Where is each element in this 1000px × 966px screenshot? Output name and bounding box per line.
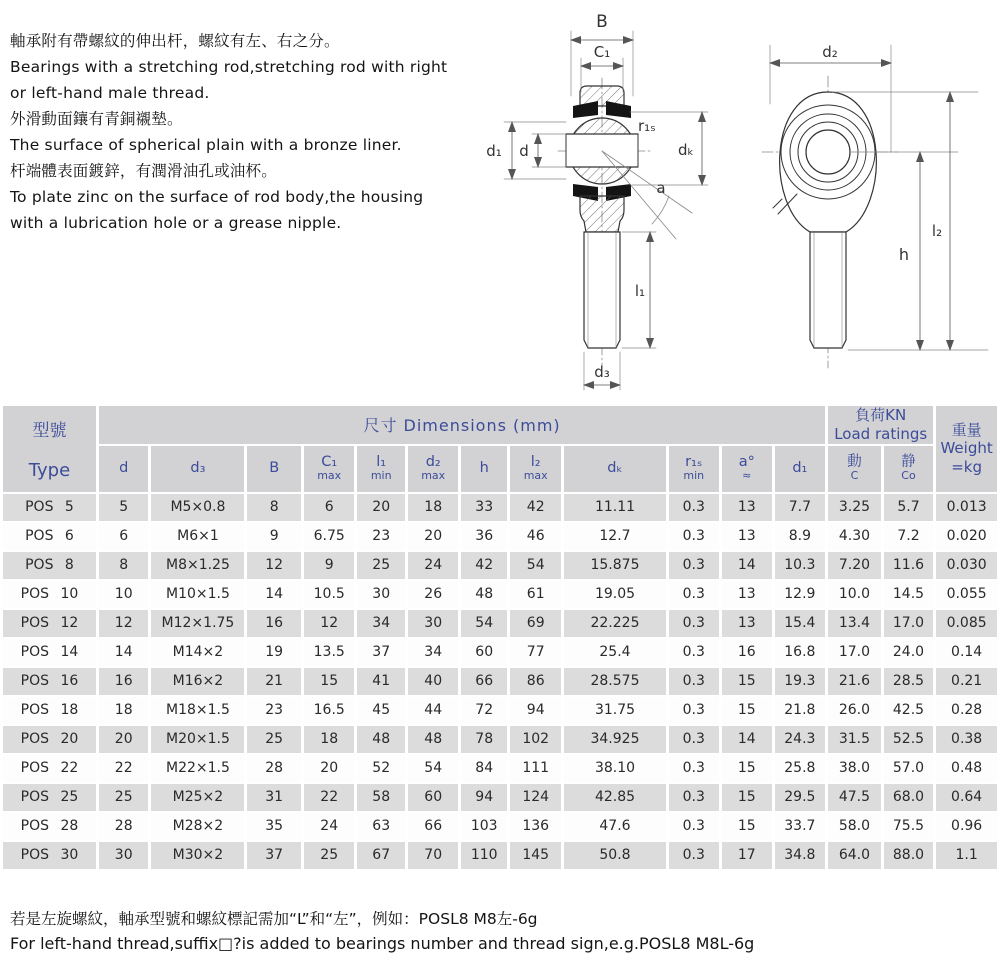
table-cell: 54 [510,552,562,579]
table-cell: 63 [357,813,404,840]
table-cell: 0.3 [669,494,720,521]
footer-notes [10,907,1000,953]
table-cell: 0.3 [669,813,720,840]
col-header-l1: l₁ min [357,446,404,492]
table-cell: M14×2 [151,639,244,666]
table-cell: 33 [461,494,506,521]
table-row [3,552,997,579]
table-cell: 15 [722,668,772,695]
table-cell: M20×1.5 [151,726,244,753]
col-header-load-ratings [828,406,933,444]
table-cell: 68.0 [884,784,934,811]
table-cell: 67 [357,842,404,869]
table-cell: 84 [461,755,506,782]
table-row [3,494,997,521]
table-cell: 103 [461,813,506,840]
table-cell: 1.1 [936,842,997,869]
table-cell: 46 [510,523,562,550]
table-cell: 0.030 [936,552,997,579]
table-cell: 0.3 [669,581,720,608]
table-cell: 22 [304,784,355,811]
table-cell: 94 [510,697,562,724]
table-cell: 42 [510,494,562,521]
table-cell: 7.20 [828,552,881,579]
table-cell: 23 [247,697,301,724]
table-row [3,842,997,869]
table-cell: 10.5 [304,581,355,608]
table-cell: 12.7 [564,523,665,550]
table-row [3,639,997,666]
col-header-type [3,406,96,492]
dim-label-B: B [596,12,608,32]
table-cell: 13.4 [828,610,881,637]
table-cell: 20 [304,755,355,782]
table-cell: 16.8 [775,639,826,666]
table-cell: 15 [722,755,772,782]
table-cell: 13 [722,523,772,550]
table-cell: 20 [357,494,404,521]
table-cell: 16.5 [304,697,355,724]
table-cell: 54 [408,755,459,782]
table-cell: 3.25 [828,494,881,521]
table-cell: POS 6 [3,523,96,550]
table-row [3,668,997,695]
table-row [3,726,997,753]
table-cell: 21.6 [828,668,881,695]
table-row [3,784,997,811]
table-cell: 12 [99,610,149,637]
table-cell: 111 [510,755,562,782]
table-cell: 41 [357,668,404,695]
table-cell: 52.5 [884,726,934,753]
load-label-en: Load ratings [834,424,928,443]
table-row [3,697,997,724]
note-line-zh: 若是左旋螺紋，軸承型號和螺紋標記需加“L”和“左”，例如：POSL8 M8左-6g [10,909,538,928]
table-cell: 34.925 [564,726,665,753]
intro-line-zh: 軸承附有帶螺紋的伸出杆，螺紋有左、右之分。 [10,32,340,50]
col-header-dynamic-c: 動 C [828,446,881,492]
table-cell: 57.0 [884,755,934,782]
table-cell: M22×1.5 [151,755,244,782]
intro-line-en: Bearings with a stretching rod,stretching rod with right [10,58,448,76]
table-cell: 24 [304,813,355,840]
col-header-r1s: r₁ₛ min [669,446,720,492]
table-cell: POS 14 [3,639,96,666]
table-cell: 38.10 [564,755,665,782]
table-cell: 18 [304,726,355,753]
table-cell: 10.0 [828,581,881,608]
table-cell: POS 25 [3,784,96,811]
table-row [3,755,997,782]
table-cell: 58.0 [828,813,881,840]
table-cell: 58 [357,784,404,811]
table-cell: 15 [304,668,355,695]
intro-line-zh: 杆端體表面鍍鋅，有潤滑油孔或油杯。 [10,162,277,180]
table-cell: 21.8 [775,697,826,724]
table-cell: 145 [510,842,562,869]
table-cell: 48 [357,726,404,753]
table-cell: 17 [722,842,772,869]
table-cell: 37 [247,842,301,869]
table-cell: POS 16 [3,668,96,695]
table-cell: 0.3 [669,726,720,753]
table-cell: 13.5 [304,639,355,666]
weight-label-en: Weight [940,439,993,458]
table-cell: 11.6 [884,552,934,579]
table-cell: 5 [99,494,149,521]
table-cell: 25.4 [564,639,665,666]
table-cell: 54 [461,610,506,637]
table-cell: 19.05 [564,581,665,608]
table-cell: 10.3 [775,552,826,579]
table-cell: 14 [722,726,772,753]
table-cell: 72 [461,697,506,724]
table-cell: 0.013 [936,494,997,521]
dim-label-h: h [898,245,910,264]
table-cell: 66 [408,813,459,840]
table-cell: 0.21 [936,668,997,695]
load-label-zh: 負荷KN [855,406,907,424]
table-cell: 15 [722,813,772,840]
table-cell: 0.3 [669,610,720,637]
table-cell: 33.7 [775,813,826,840]
table-cell: POS 20 [3,726,96,753]
table-cell: 48 [408,726,459,753]
table-cell: 30 [357,581,404,608]
table-cell: 136 [510,813,562,840]
col-header-weight [936,406,997,492]
table-cell: 19.3 [775,668,826,695]
table-cell: 44 [408,697,459,724]
table-cell: 40 [408,668,459,695]
table-cell: 12 [247,552,301,579]
intro-line-en: or left-hand male thread. [10,84,210,102]
table-cell: 28 [247,755,301,782]
table-cell: 0.3 [669,697,720,724]
table-cell: 0.020 [936,523,997,550]
table-cell: 16 [247,610,301,637]
table-cell: 13 [722,610,772,637]
table-cell: M16×2 [151,668,244,695]
table-cell: 17.0 [828,639,881,666]
table-cell: 86 [510,668,562,695]
table-cell: 6 [99,523,149,550]
table-cell: 15 [722,697,772,724]
table-cell: 0.3 [669,552,720,579]
table-row [3,581,997,608]
table-row [3,610,997,637]
table-cell: 42 [461,552,506,579]
intro-line-en: with a lubrication hole or a grease nipple. [10,214,342,232]
table-cell: 0.3 [669,755,720,782]
table-cell: 15.875 [564,552,665,579]
table-cell: 7.7 [775,494,826,521]
table-cell: 35 [247,813,301,840]
dim-label-d: d [519,142,529,160]
intro-line-en: To plate zinc on the surface of rod body,the housing [10,188,424,206]
dim-label-dK: dₖ [678,141,694,159]
table-cell: M25×2 [151,784,244,811]
table-cell: 0.38 [936,726,997,753]
dim-label-r1s: r₁ₛ [638,117,656,135]
dim-label-d3: d₃ [594,363,610,381]
table-cell: POS 8 [3,552,96,579]
table-cell: 13 [722,581,772,608]
table-cell: 34 [408,639,459,666]
table-cell: 0.28 [936,697,997,724]
table-cell: 10 [99,581,149,608]
col-header-d1: d₁ [775,446,826,492]
table-cell: 14 [99,639,149,666]
table-cell: 42.5 [884,697,934,724]
table-cell: M6×1 [151,523,244,550]
table-cell: 69 [510,610,562,637]
table-cell: POS 18 [3,697,96,724]
table-cell: 64.0 [828,842,881,869]
table-cell: POS 10 [3,581,96,608]
table-cell: 31.75 [564,697,665,724]
table-cell: 26.0 [828,697,881,724]
table-cell: 14.5 [884,581,934,608]
table-cell: POS 28 [3,813,96,840]
table-cell: 124 [510,784,562,811]
table-cell: M8×1.25 [151,552,244,579]
dimensions-table [0,404,1000,871]
table-cell: 13 [722,494,772,521]
table-cell: M12×1.75 [151,610,244,637]
weight-label-zh: 重量 [951,420,982,439]
table-cell: 0.14 [936,639,997,666]
dim-label-a: a [656,179,666,197]
table-cell: 30 [408,610,459,637]
table-cell: 77 [510,639,562,666]
dim-label-d2: d₂ [822,43,838,61]
technical-drawing [480,0,1000,400]
top-section [0,0,1000,404]
table-cell: 0.3 [669,668,720,695]
table-cell: 16 [722,639,772,666]
table-cell: M18×1.5 [151,697,244,724]
table-cell: 88.0 [884,842,934,869]
table-cell: 14 [247,581,301,608]
table-cell: 0.055 [936,581,997,608]
table-cell: 24.3 [775,726,826,753]
table-cell: 37 [357,639,404,666]
table-cell: 26 [408,581,459,608]
col-header-l2: l₂ max [510,446,562,492]
note-line-en: For left-hand thread,suffix□?is added to bearings number and thread sign,e.g.POSL8 M8L-6g [10,933,755,953]
table-cell: 7.2 [884,523,934,550]
table-cell: 38.0 [828,755,881,782]
table-cell: 12.9 [775,581,826,608]
table-cell: 6.75 [304,523,355,550]
dim-label-C1: C₁ [593,43,611,61]
table-cell: 25.8 [775,755,826,782]
table-cell: 28.5 [884,668,934,695]
table-cell: 52 [357,755,404,782]
table-cell: 30 [99,842,149,869]
table-cell: 45 [357,697,404,724]
weight-label-unit: =kg [951,458,982,477]
table-cell: 102 [510,726,562,753]
type-label-zh: 型號 [32,421,67,442]
type-label-en: Type [28,460,71,482]
table-cell: 47.5 [828,784,881,811]
table-cell: 61 [510,581,562,608]
table-cell: 110 [461,842,506,869]
table-cell: 8.9 [775,523,826,550]
table-cell: 25 [304,842,355,869]
table-cell: 60 [461,639,506,666]
table-cell: 9 [304,552,355,579]
table-cell: POS 12 [3,610,96,637]
table-cell: 0.3 [669,784,720,811]
col-header-c1: C₁ max [304,446,355,492]
col-header-dimensions: 尺寸 Dimensions (mm) [99,406,825,444]
table-cell: 20 [408,523,459,550]
table-cell: 78 [461,726,506,753]
table-cell: 47.6 [564,813,665,840]
table-cell: 34.8 [775,842,826,869]
table-cell: 28.575 [564,668,665,695]
table-cell: 15 [722,784,772,811]
table-cell: 19 [247,639,301,666]
table-cell: 0.085 [936,610,997,637]
table-cell: 29.5 [775,784,826,811]
table-cell: 11.11 [564,494,665,521]
table-row [3,813,997,840]
table-cell: 6 [304,494,355,521]
table-cell: 24.0 [884,639,934,666]
table-cell: 16 [99,668,149,695]
side-view [762,43,988,368]
table-cell: 50.8 [564,842,665,869]
table-cell: 17.0 [884,610,934,637]
table-cell: POS 5 [3,494,96,521]
table-cell: 8 [247,494,301,521]
col-header-d: d [99,446,149,492]
table-cell: 14 [722,552,772,579]
table-cell: 24 [408,552,459,579]
table-cell: 0.96 [936,813,997,840]
table-cell: 34 [357,610,404,637]
table-cell: M10×1.5 [151,581,244,608]
table-cell: M30×2 [151,842,244,869]
table-cell: 15.4 [775,610,826,637]
table-row [3,523,997,550]
table-cell: 12 [304,610,355,637]
col-header-b: B [247,446,301,492]
col-header-h: h [461,446,506,492]
table-cell: 18 [408,494,459,521]
table-cell: 18 [99,697,149,724]
table-cell: M5×0.8 [151,494,244,521]
dim-label-l1: l₁ [634,282,645,300]
table-cell: 0.3 [669,639,720,666]
table-cell: 75.5 [884,813,934,840]
table-cell: 60 [408,784,459,811]
table-cell: 25 [99,784,149,811]
col-header-a: a° ≈ [722,446,772,492]
dim-label-l2: l₂ [931,222,943,240]
table-cell: 31.5 [828,726,881,753]
table-body [3,494,997,869]
table-cell: 42.85 [564,784,665,811]
col-header-d3: d₃ [151,446,244,492]
table-cell: M28×2 [151,813,244,840]
table-cell: POS 22 [3,755,96,782]
table-cell: 94 [461,784,506,811]
table-cell: 21 [247,668,301,695]
col-header-d2: d₂ max [408,446,459,492]
table-cell: 25 [357,552,404,579]
table-cell: 25 [247,726,301,753]
table-cell: 4.30 [828,523,881,550]
table-cell: 0.3 [669,842,720,869]
table-cell: 9 [247,523,301,550]
col-header-dk: dₖ [564,446,665,492]
table-cell: 70 [408,842,459,869]
section-view [486,12,708,390]
dim-label-d1: d₁ [486,142,502,160]
table-cell: 20 [99,726,149,753]
intro-text [10,28,488,236]
table-cell: 66 [461,668,506,695]
table-cell: 23 [357,523,404,550]
table-cell: 22 [99,755,149,782]
table-cell: 28 [99,813,149,840]
table-cell: 36 [461,523,506,550]
col-header-static-co: 静 Co [884,446,934,492]
intro-line-zh: 外滑動面鑲有青銅襯墊。 [10,110,183,128]
table-cell: 8 [99,552,149,579]
table-cell: 5.7 [884,494,934,521]
table-cell: 22.225 [564,610,665,637]
table-cell: 0.3 [669,523,720,550]
intro-line-en: The surface of spherical plain with a bronze liner. [10,136,402,154]
table-cell: 31 [247,784,301,811]
table-cell: POS 30 [3,842,96,869]
table-cell: 0.48 [936,755,997,782]
table-cell: 48 [461,581,506,608]
table-cell: 0.64 [936,784,997,811]
